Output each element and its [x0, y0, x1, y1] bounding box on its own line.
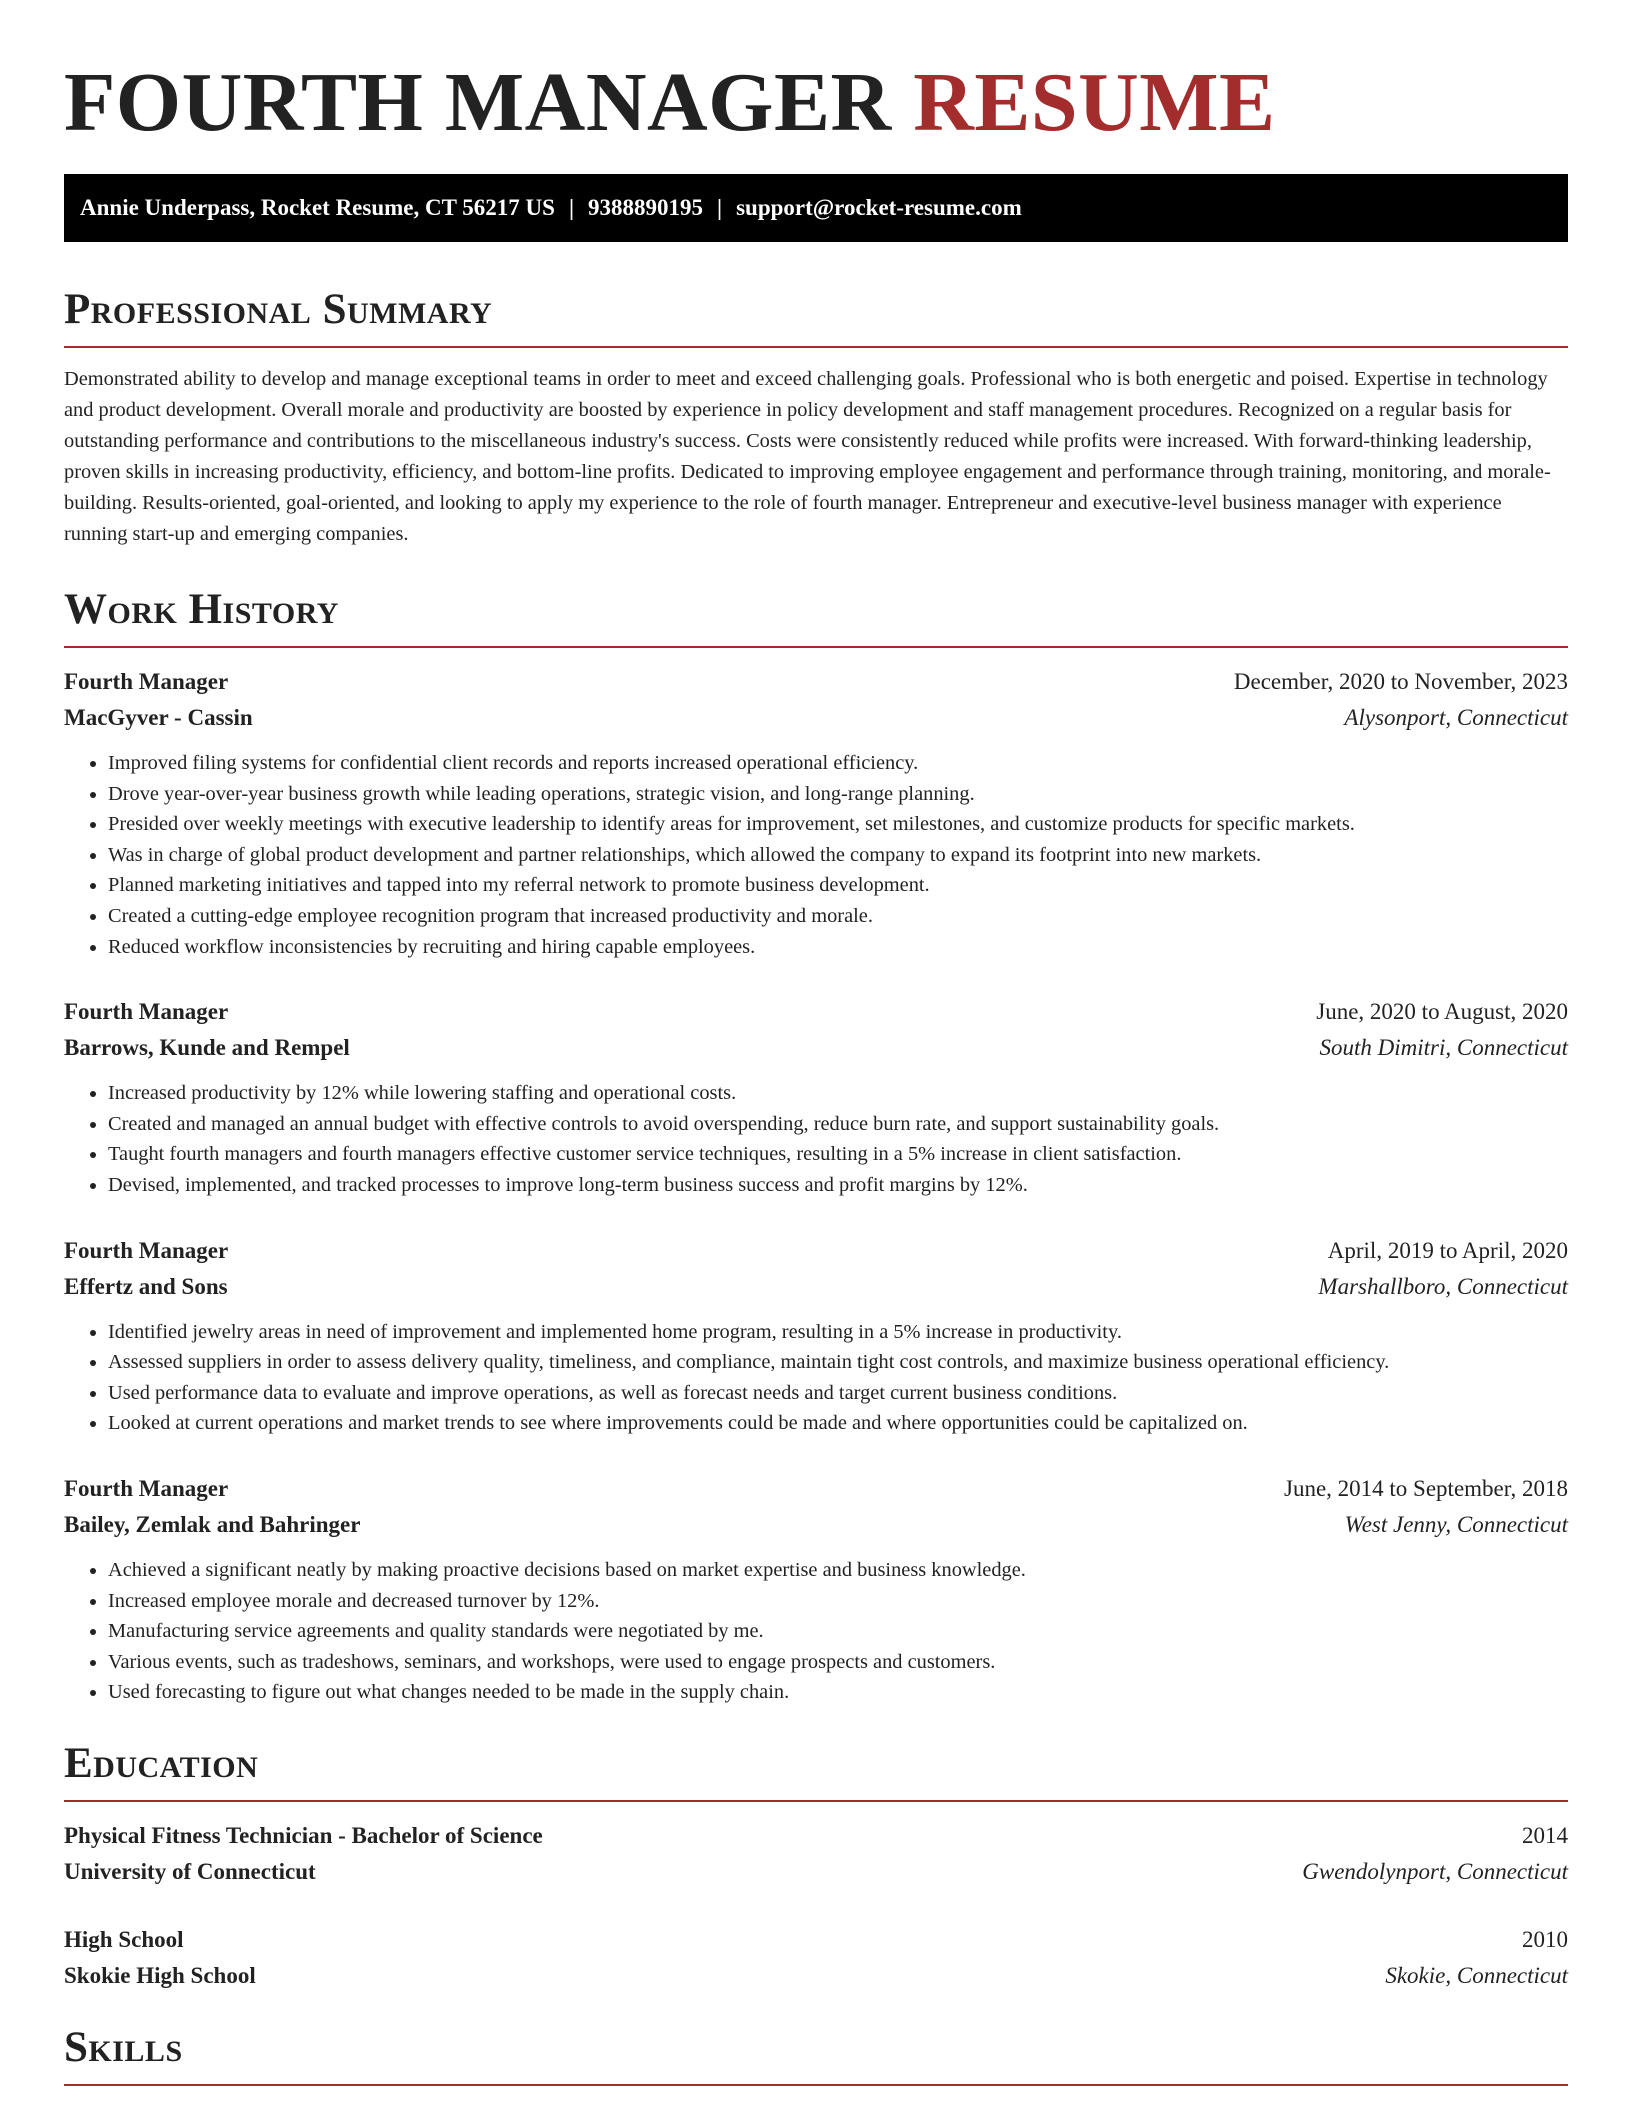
education-location: Skokie, Connecticut [1385, 1962, 1568, 1988]
education-school: University of Connecticut [64, 1858, 316, 1884]
job-title: Fourth Manager [64, 999, 229, 1025]
education-year: 2010 [1522, 1926, 1568, 1952]
contact-address: Annie Underpass, Rocket Resume, CT 56217 US [80, 195, 555, 220]
job-bullet: • Used forecasting to figure out what changes needed to be made in the supply chain. [108, 1677, 1568, 1708]
job-entry [64, 664, 1568, 962]
contact-separator: | [717, 195, 723, 220]
job-bullet: • Presided over weekly meetings with executive leadership to identify areas for improvement, set milestones, and customize products for specific markets. [108, 809, 1568, 840]
job-bullet-list [64, 748, 1568, 962]
job-company-row [64, 1030, 1568, 1066]
resume-title-accent: RESUME [913, 56, 1276, 149]
job-bullet: • Reduced workflow inconsistencies by recruiting and hiring capable employees. [108, 932, 1568, 963]
education-location: Gwendolynport, Connecticut [1302, 1858, 1568, 1884]
job-entry [64, 1233, 1568, 1439]
summary-heading: Professional Summary [64, 280, 1568, 348]
job-bullet: • Achieved a significant neatly by making proactive decisions based on market expertise and business knowledge. [108, 1555, 1568, 1586]
education-header-row [64, 1922, 1568, 1958]
education-list [64, 1818, 1568, 1994]
education-school: Skokie High School [64, 1962, 256, 1988]
job-header-row [64, 1471, 1568, 1507]
education-degree: High School [64, 1926, 184, 1952]
job-company: Bailey, Zemlak and Bahringer [64, 1511, 361, 1537]
job-bullet-list [64, 1317, 1568, 1439]
job-bullet: • Manufacturing service agreements and quality standards were negotiated by me. [108, 1616, 1568, 1647]
education-year: 2014 [1522, 1822, 1568, 1848]
education-school-row [64, 1854, 1568, 1890]
education-heading: Education [64, 1734, 1568, 1802]
contact-bar [64, 174, 1568, 242]
job-title: Fourth Manager [64, 669, 229, 694]
job-entry [64, 994, 1568, 1200]
job-location: Alysonport, Connecticut [1344, 705, 1568, 730]
job-title: Fourth Manager [64, 1475, 229, 1501]
job-bullet: • Identified jewelry areas in need of improvement and implemented home program, resulting in a 5% increase in productivity. [108, 1317, 1568, 1348]
job-location: South Dimitri, Connecticut [1319, 1035, 1568, 1061]
job-header-row [64, 664, 1568, 700]
resume-title-main: FOURTH MANAGER [64, 56, 892, 149]
job-dates: April, 2019 to April, 2020 [1327, 1237, 1568, 1263]
contact-email: support@rocket-resume.com [736, 195, 1022, 220]
work-history-list [64, 664, 1568, 1708]
education-school-row [64, 1958, 1568, 1994]
job-company: MacGyver - Cassin [64, 705, 253, 730]
job-bullet: • Various events, such as tradeshows, seminars, and workshops, were used to engage prospects and customers. [108, 1647, 1568, 1678]
job-bullet: • Looked at current operations and market trends to see where improvements could be made and where opportunities could be capitalized on. [108, 1408, 1568, 1439]
job-bullet: • Planned marketing initiatives and tapped into my referral network to promote business development. [108, 870, 1568, 901]
job-company: Effertz and Sons [64, 1273, 228, 1299]
job-bullet: • Created and managed an annual budget with effective controls to avoid overspending, reduce burn rate, and support sustainability goals. [108, 1109, 1568, 1140]
job-entry [64, 1471, 1568, 1708]
resume-title [64, 0, 1568, 154]
job-bullet: • Increased employee morale and decreased turnover by 12%. [108, 1586, 1568, 1617]
job-dates: June, 2020 to August, 2020 [1316, 999, 1568, 1025]
education-degree: Physical Fitness Technician - Bachelor of Science [64, 1822, 543, 1848]
job-title: Fourth Manager [64, 1237, 229, 1263]
education-entry [64, 1922, 1568, 1994]
job-bullet: • Used performance data to evaluate and improve operations, as well as forecast needs and target current business conditions. [108, 1378, 1568, 1409]
job-bullet: • Was in charge of global product development and partner relationships, which allowed the company to expand its footprint into new markets. [108, 840, 1568, 871]
job-bullet: • Devised, implemented, and tracked processes to improve long-term business success and profit margins by 12%. [108, 1170, 1568, 1201]
work-history-heading: Work History [64, 580, 1568, 648]
job-bullet: • Created a cutting-edge employee recognition program that increased productivity and morale. [108, 901, 1568, 932]
job-company-row [64, 1507, 1568, 1543]
education-entry [64, 1818, 1568, 1890]
contact-phone: 9388890195 [588, 195, 704, 220]
job-location: Marshallboro, Connecticut [1318, 1273, 1568, 1299]
job-bullet-list [64, 1078, 1568, 1200]
job-bullet-list [64, 1555, 1568, 1708]
job-header-row [64, 1233, 1568, 1269]
job-bullet: • Taught fourth managers and fourth managers effective customer service techniques, resulting in a 5% increase in client satisfaction. [108, 1139, 1568, 1170]
skills-heading: Skills [64, 2018, 1568, 2086]
job-bullet: • Improved filing systems for confidential client records and reports increased operational efficiency. [108, 748, 1568, 779]
job-dates: December, 2020 to November, 2023 [1233, 669, 1568, 694]
job-dates: June, 2014 to September, 2018 [1284, 1475, 1568, 1501]
job-location: West Jenny, Connecticut [1344, 1511, 1568, 1537]
job-company-row [64, 700, 1568, 736]
job-company: Barrows, Kunde and Rempel [64, 1035, 350, 1061]
summary-text: Demonstrated ability to develop and manage exceptional teams in order to meet and exceed challenging goals. Professional who is both energetic and poised. Expertise in technology and product development. Overall morale and productivity are boosted by experience in policy development and staff management procedures. Recognized on a regular basis for outstanding performance and contributions to the miscellaneous industry's success. Costs were consistently reduced while profits were increased. With forward-thinking leadership, proven skills in increasing productivity, efficiency, and bottom-line profits. Dedicated to improving employee engagement and performance through training, monitoring, and morale-building. Results-oriented, goal-oriented, and looking to apply my experience to the role of fourth manager. Entrepreneur and executive-level business manager with experience running start-up and emerging companies. [64, 368, 1551, 545]
job-bullet: • Assessed suppliers in order to assess delivery quality, timeliness, and compliance, maintain tight cost controls, and maximize business operational efficiency. [108, 1347, 1568, 1378]
job-header-row [64, 994, 1568, 1030]
job-bullet: • Increased productivity by 12% while lowering staffing and operational costs. [108, 1078, 1568, 1109]
education-header-row [64, 1818, 1568, 1854]
job-company-row [64, 1269, 1568, 1305]
job-bullet: • Drove year-over-year business growth while leading operations, strategic vision, and long-range planning. [108, 779, 1568, 810]
contact-separator: | [568, 195, 575, 220]
